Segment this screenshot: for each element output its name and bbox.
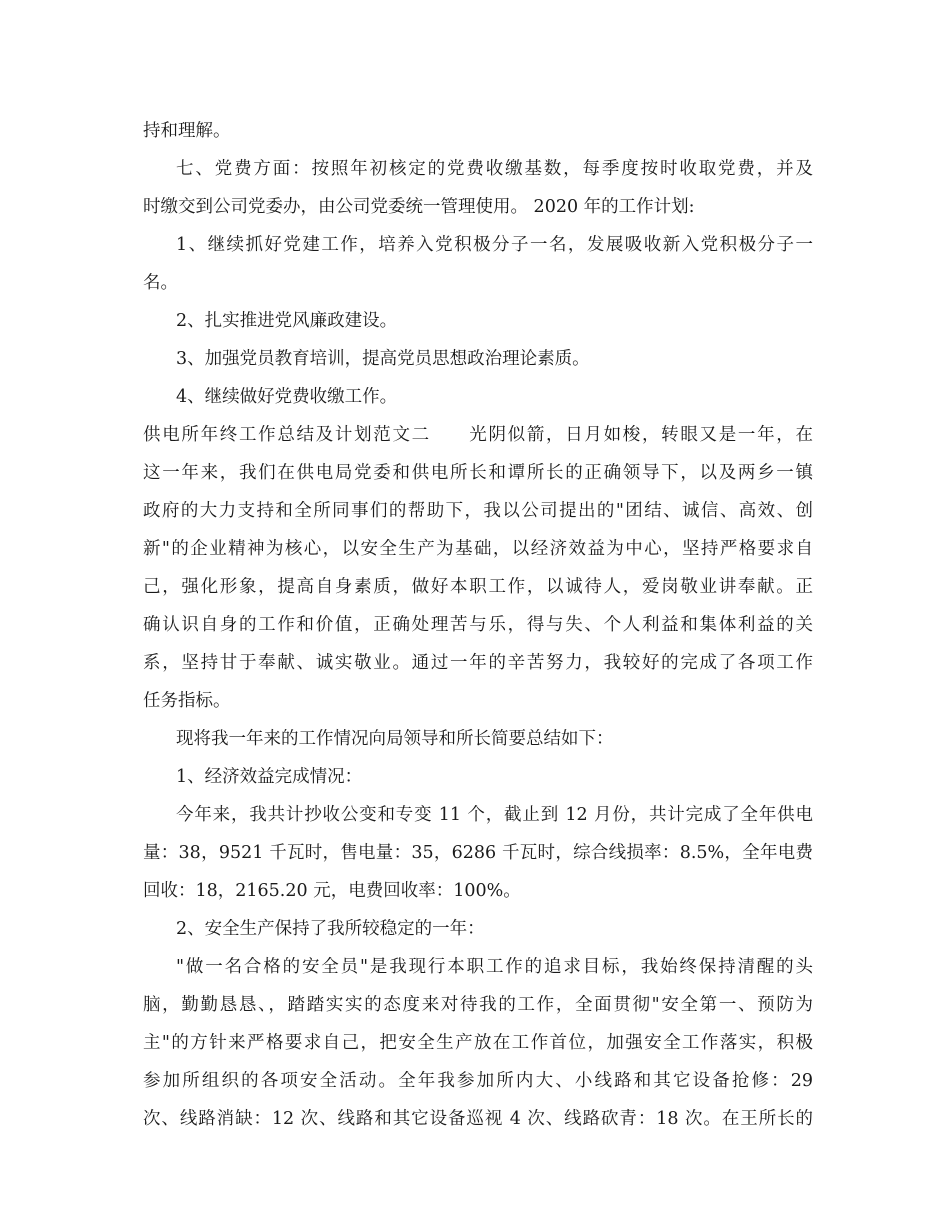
paragraph-safety: "做一名合格的安全员"是我现行本职工作的追求目标，我始终保持清醒的头: [176, 957, 813, 977]
text-line: 名。: [143, 273, 178, 293]
text-line: 己，强化形象，提高自身素质，做好本职工作，以诚待人，爱岗敬业讲奉献。正: [143, 577, 813, 597]
text-line: 持和理解。: [143, 121, 231, 141]
text-line: 回收：18，2165.20 元，电费回收率：100%。: [143, 881, 521, 901]
document-page: [143, 112, 813, 1138]
plan-item-3: 3、加强党员教育培训，提高党员思想政治理论素质。: [176, 349, 590, 369]
text-line: 任务指标。: [143, 691, 231, 711]
text-line: 系，坚持甘于奉献、诚实敬业。通过一年的辛苦努力，我较好的完成了各项工作: [143, 653, 813, 673]
heading-safety: 2、安全生产保持了我所较稳定的一年：: [176, 919, 485, 939]
plan-item-2: 2、扎实推进党风廉政建设。: [176, 311, 398, 331]
text-line: 次、线路消缺：12 次、线路和其它设备巡视 4 次、线路砍青：18 次。在王所长的: [143, 1109, 813, 1129]
text-line: 时缴交到公司党委办，由公司党委统一管理使用。 2020 年的工作计划:: [143, 197, 695, 217]
text-line: 确认识自身的工作和价值，正确处理苦与乐，得与失、个人利益和集体利益的关: [143, 615, 813, 635]
summary-intro: 现将我一年来的工作情况向局领导和所长简要总结如下：: [176, 729, 614, 749]
text-line: 这一年来，我们在供电局党委和供电所长和谭所长的正确领导下，以及两乡一镇: [143, 463, 813, 483]
text-line: 参加所组织的各项安全活动。全年我参加所内大、小线路和其它设备抢修：29: [143, 1071, 813, 1091]
heading-economic-benefit: 1、经济效益完成情况：: [176, 767, 363, 787]
section-title-line: 供电所年终工作总结及计划范文二 光阴似箭，日月如梭，转眼又是一年，在: [143, 425, 813, 445]
text-line: 量：38，9521 千瓦时，售电量：35，6286 千瓦时，综合线损率：8.5%，全年电费: [143, 843, 813, 863]
text-line: 脑，勤勤恳恳、，踏踏实实的态度来对待我的工作，全面贯彻"安全第一、预防为: [143, 995, 813, 1015]
text-line: 主"的方针来严格要求自己，把安全生产放在工作首位，加强安全工作落实，积极: [143, 1033, 813, 1053]
paragraph-economic: 今年来，我共计抄收公变和专变 11 个，截止到 12 月份，共计完成了全年供电: [176, 805, 813, 825]
plan-item-4: 4、继续做好党费收缴工作。: [176, 387, 398, 407]
plan-item-1: 1、继续抓好党建工作，培养入党积极分子一名，发展吸收新入党积极分子一: [176, 235, 813, 255]
text-line: 政府的大力支持和全所同事们的帮助下，我以公司提出的"团结、诚信、高效、创: [143, 501, 813, 521]
text-line: 新"的企业精神为核心，以安全生产为基础，以经济效益为中心，坚持严格要求自: [143, 539, 813, 559]
paragraph-party-fees: 七、党费方面：按照年初核定的党费收缴基数，每季度按时收取党费，并及: [176, 159, 813, 179]
